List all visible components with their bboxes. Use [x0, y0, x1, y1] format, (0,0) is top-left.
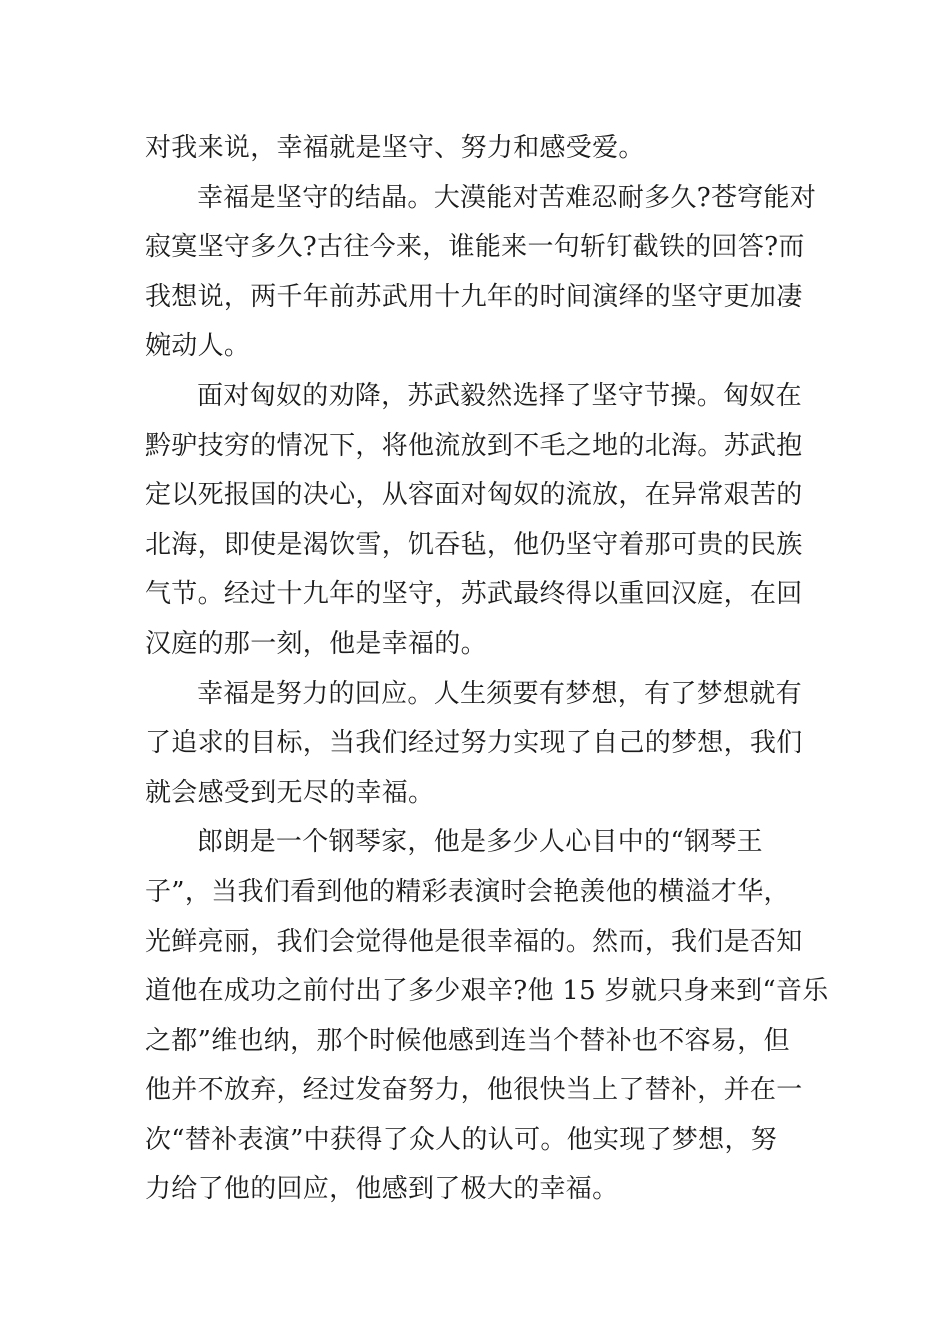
- text-line: 我想说，两千年前苏武用十九年的时间演绎的坚守更加凄: [145, 281, 803, 312]
- text-line: 定以死报国的决心，从容面对匈奴的流放，在异常艰苦的: [145, 480, 803, 511]
- text-line: 黔驴技穷的情况下，将他流放到不毛之地的北海。苏武抱: [145, 430, 803, 461]
- text-line: 面对匈奴的劝降，苏武毅然选择了坚守节操。匈奴在: [197, 380, 802, 411]
- text-line: 之都”维也纳，那个时候他感到连当个替补也不容易，但: [145, 1025, 790, 1056]
- text-line: 子”，当我们看到他的精彩表演时会艳羡他的横溢才华，: [145, 876, 790, 907]
- text-line: 了追求的目标，当我们经过努力实现了自己的梦想，我们: [145, 728, 803, 759]
- text-line: 次“替补表演”中获得了众人的认可。他实现了梦想，努: [145, 1124, 778, 1155]
- text-line: 婉动人。: [145, 331, 251, 362]
- text-line: 他并不放弃，经过发奋努力，他很快当上了替补，并在一: [145, 1075, 803, 1106]
- text-line: 郎朗是一个钢琴家，他是多少人心目中的“钢琴王: [197, 827, 763, 858]
- text-line: 寂寞坚守多久?古往今来，谁能来一句斩钉截铁的回答?而: [145, 232, 805, 263]
- text-line: 幸福是努力的回应。人生须要有梦想，有了梦想就有: [197, 678, 802, 709]
- text-line: 气节。经过十九年的坚守，苏武最终得以重回汉庭，在回: [145, 579, 803, 610]
- text-line: 汉庭的那一刻，他是幸福的。: [145, 628, 487, 659]
- text-line: 北海，即使是渴饮雪，饥吞毡，他仍坚守着那可贵的民族: [145, 529, 803, 560]
- text-line: 就会感受到无尽的幸福。: [145, 777, 435, 808]
- text-line: 光鲜亮丽，我们会觉得他是很幸福的。然而，我们是否知: [145, 926, 803, 957]
- essay-body: [145, 124, 829, 1215]
- text-line: 幸福是坚守的结晶。大漠能对苦难忍耐多久?苍穹能对: [197, 182, 817, 213]
- text-line: 对我来说，幸福就是坚守、努力和感受爱。: [145, 133, 645, 163]
- text-line: 力给了他的回应，他感到了极大的幸福。: [145, 1174, 619, 1205]
- text-line: 道他在成功之前付出了多少艰辛?他 15 岁就只身来到“音乐: [145, 976, 829, 1007]
